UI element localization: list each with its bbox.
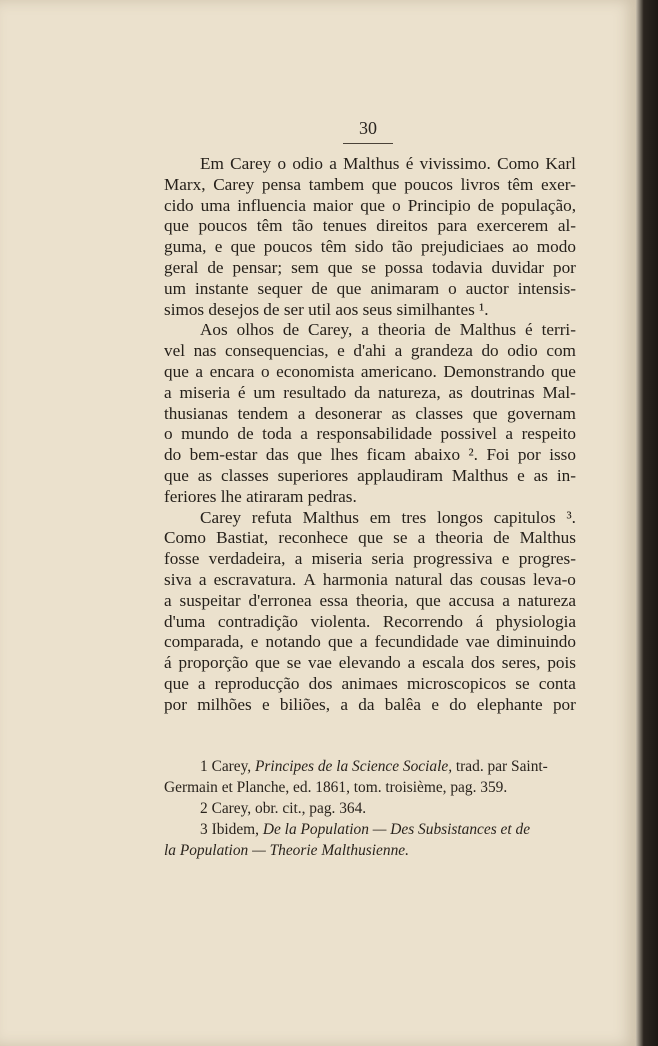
text-line: o mundo de toda a responsabilidade possivel a respeito xyxy=(164,424,576,444)
header-rule xyxy=(343,143,393,144)
text-line: Carey refuta Malthus em tres longos capitulos ³. xyxy=(200,507,576,527)
text-line: feriores lhe atiraram pedras. xyxy=(164,486,357,506)
book-title: Principes de la Science Sociale, xyxy=(255,758,453,775)
text-line: que poucos têm tão tenues direitos para exercerem al- xyxy=(164,216,576,236)
footnote-mark: 1 xyxy=(200,758,208,775)
footnotes xyxy=(164,756,578,861)
footnote-mark: 2 xyxy=(200,800,208,817)
book-title: De la Population — Des Subsistances et de xyxy=(262,821,531,838)
footnote-2: 2 Carey, obr. cit., pag. 364. xyxy=(200,800,367,817)
text-line: do bem-estar das que lhes ficam abaixo ². Foi por isso xyxy=(164,445,576,465)
footnote-1-cont: Germain et Planche, ed. 1861, tom. troisième, pag. 359. xyxy=(164,779,508,796)
footnote-3: 3 Ibidem, De la Population — Des Subsistances et de xyxy=(200,821,531,838)
text-line: Marx, Carey pensa tambem que poucos livros têm exer- xyxy=(164,174,576,194)
text-line: thusianas tendem a desonerar as classes que governam xyxy=(164,403,576,423)
text-line: que a reproducção dos animaes microscopicos se conta xyxy=(164,673,576,693)
text-line: comparada, e notando que a fecundidade vae diminuindo xyxy=(164,632,576,652)
text-line: siva a escravatura. A harmonia natural das cousas leva-o xyxy=(164,569,576,589)
text-line: cido uma influencia maior que o Principio de população, xyxy=(164,195,576,215)
book-spine xyxy=(636,0,658,1046)
text-line: Em Carey o odio a Malthus é vivissimo. Como Karl xyxy=(200,154,576,173)
page-number: 30 xyxy=(359,118,377,138)
footnote-1: 1 Carey, Principes de la Science Sociale, trad. par Saint- xyxy=(200,758,548,775)
text-line: geral de pensar; sem que se possa todavia duvidar por xyxy=(164,257,576,277)
text-line: Como Bastiat, reconhece que se a theoria de Malthus xyxy=(164,528,576,548)
text-line: que as classes superiores applaudiram Malthus e as in- xyxy=(164,465,576,485)
text-line: guma, e que poucos têm sido tão prejudiciaes ao modo xyxy=(164,237,576,257)
text-line: a suspeitar d'erronea essa theoria, que accusa a natureza xyxy=(164,590,576,610)
text-line: por milhões e biliões, a da balêa e do elephante por xyxy=(164,694,576,714)
text-line: fosse verdadeira, a miseria seria progressiva e progres- xyxy=(164,549,576,569)
footnote-3-cont: la Population — Theorie Malthusienne. xyxy=(164,842,409,859)
body-text xyxy=(164,154,576,716)
footnote-mark: 3 xyxy=(200,821,208,838)
text-line: vel nas consequencias, e d'ahi a grandeza do odio com xyxy=(164,341,576,361)
text-line: um instante sequer de que animaram o auctor intensis- xyxy=(164,278,576,298)
text-line: simos desejos de ser util aos seus similhantes ¹. xyxy=(164,299,489,319)
text-line: d'uma contradição violenta. Recorrendo á physiologia xyxy=(164,611,576,631)
text-line: a miseria é um resultado da natureza, as doutrinas Mal- xyxy=(164,382,576,402)
text-line: Aos olhos de Carey, a theoria de Malthus é terri- xyxy=(200,320,576,340)
text-line: que a encara o economista americano. Demonstrando que xyxy=(164,361,576,381)
text-line: á proporção que se vae elevando a escala dos seres, pois xyxy=(164,653,576,673)
